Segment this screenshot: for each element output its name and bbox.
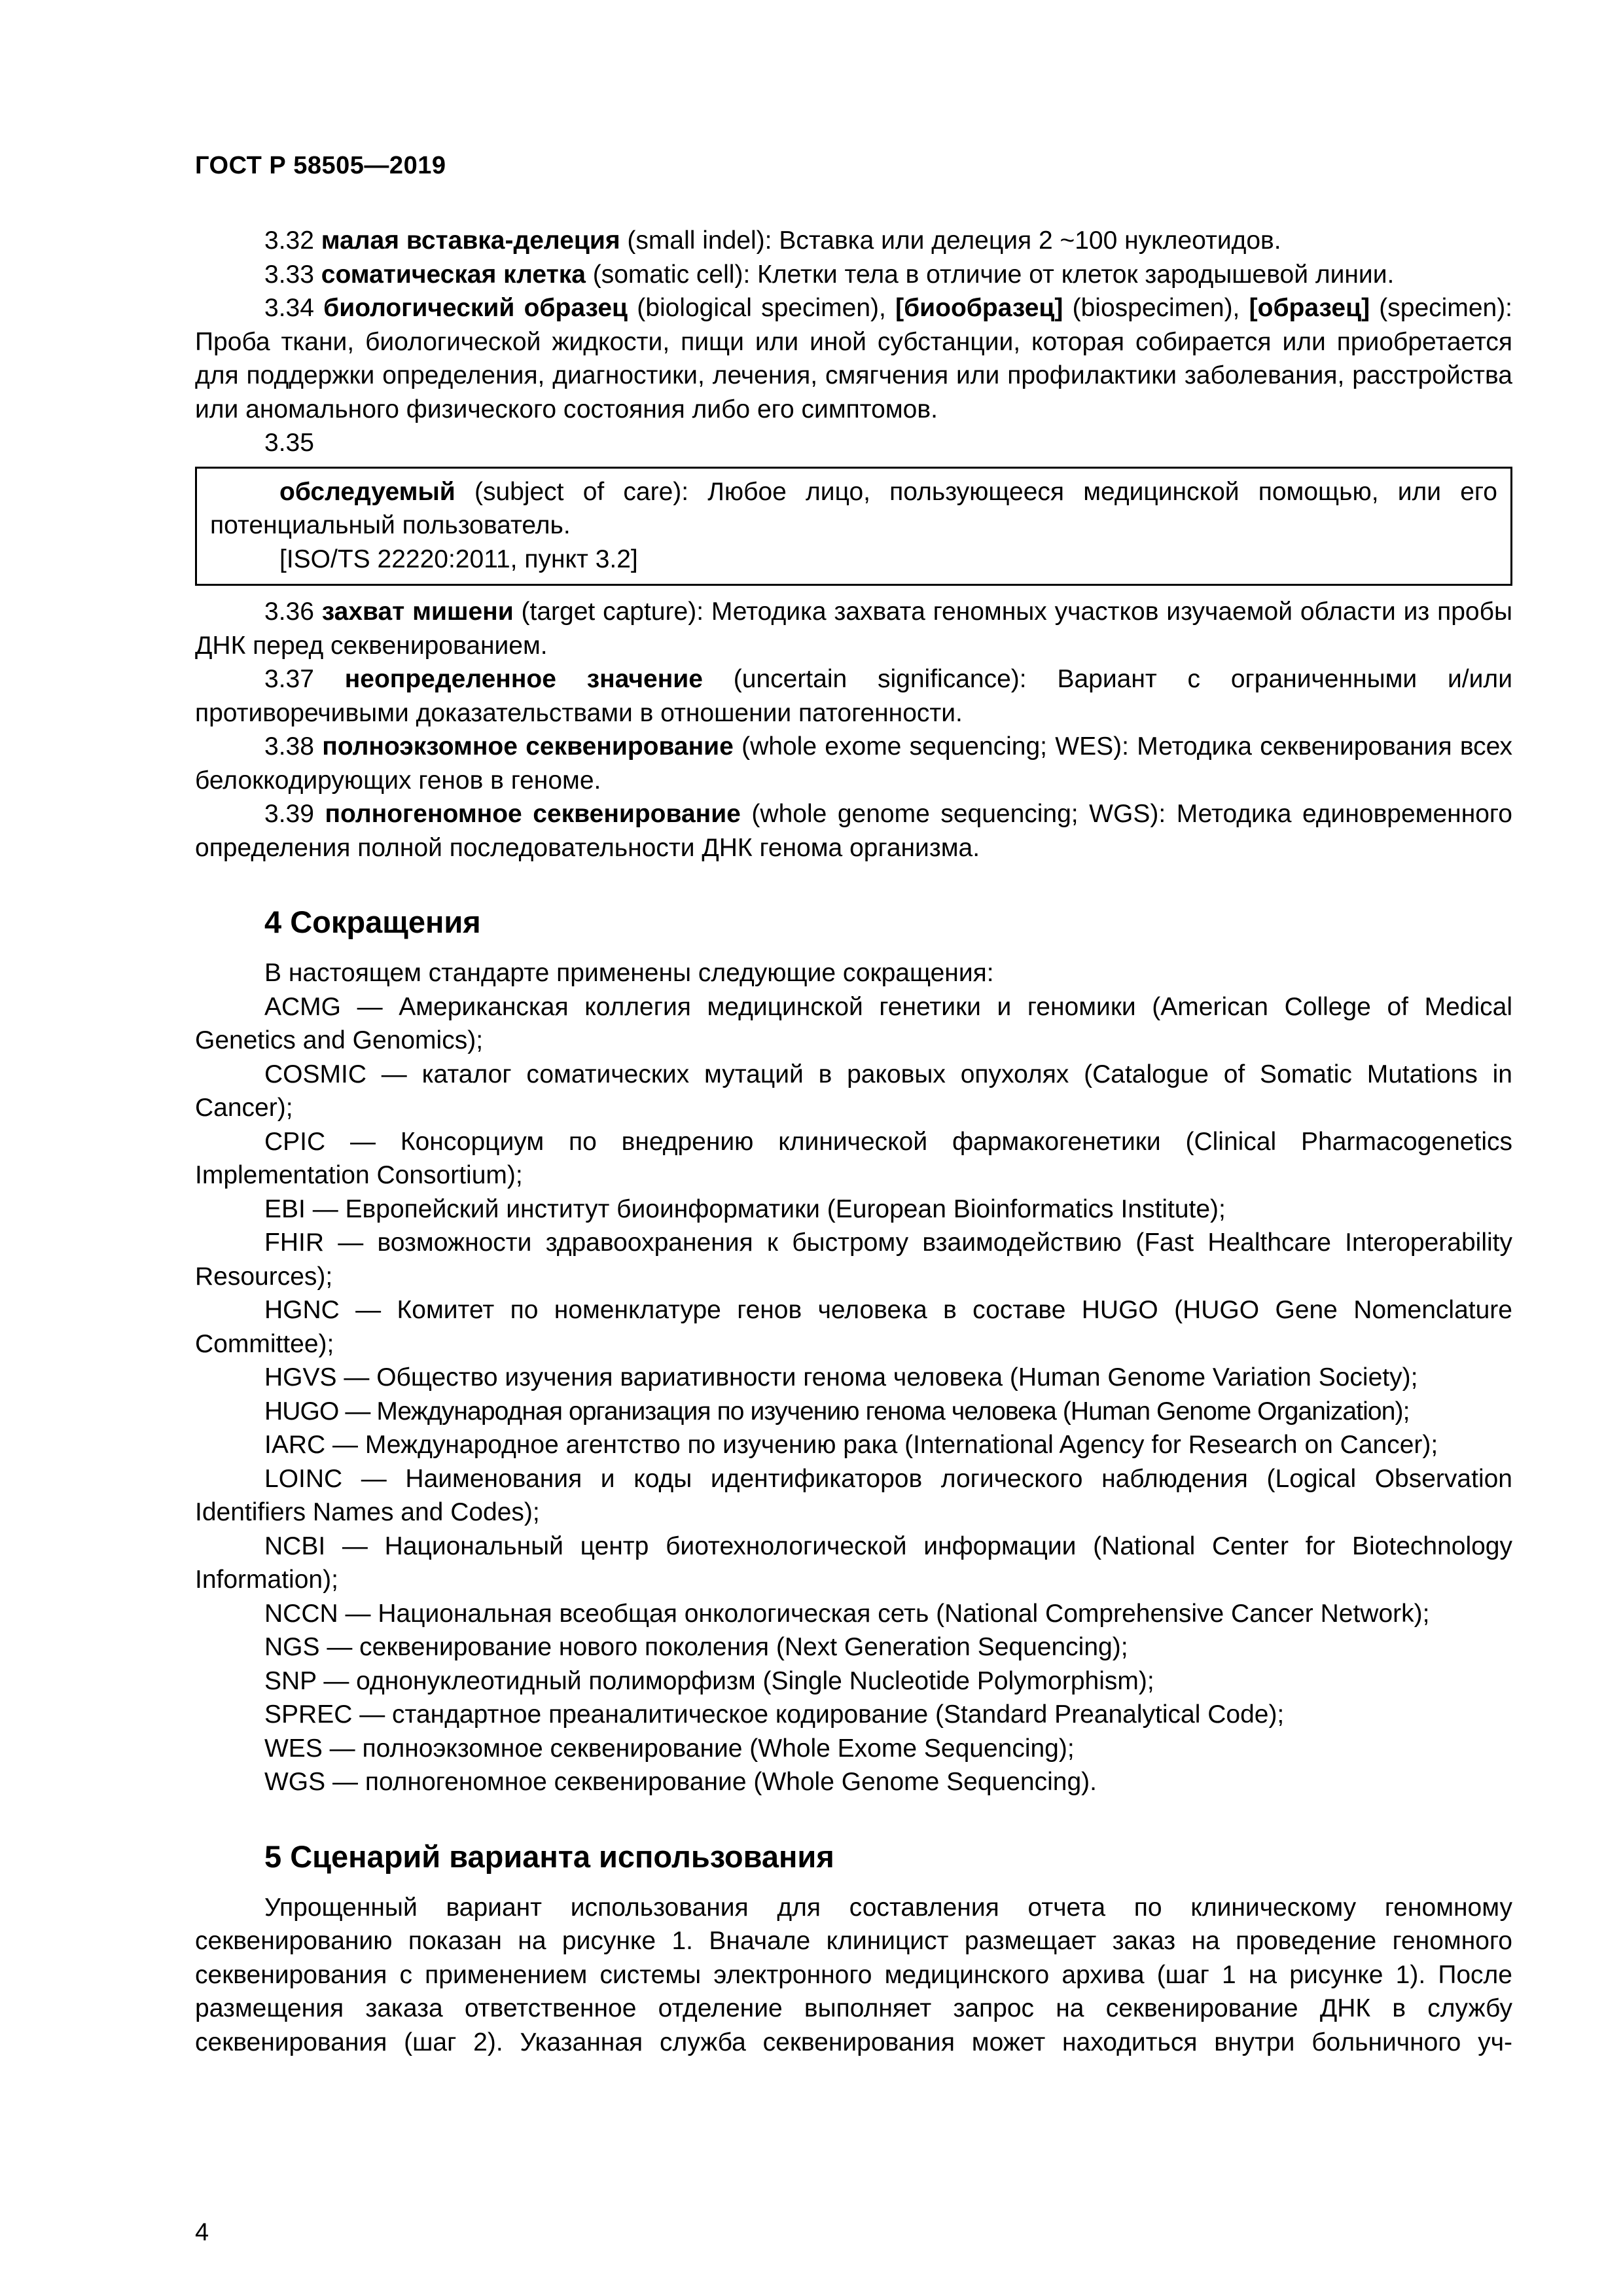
term-title: полногеномное секвенирование bbox=[325, 800, 741, 828]
term-title: соматическая клетка bbox=[321, 260, 586, 289]
document-body bbox=[195, 224, 1512, 2059]
term-definition: (whole exome sequencing; WES): Методика секвенирования всех белоккодирующих генов в геноме. bbox=[195, 732, 1512, 795]
boxed-term-text bbox=[210, 475, 1497, 543]
abbreviation-item: WGS — полногеномное секвенирование (Whole Genome Sequencing). bbox=[264, 1768, 1097, 1796]
term-definition: (subject of care): Любое лицо, пользующееся медицинской помощью, или его потенциальный пользователь. bbox=[210, 477, 1497, 539]
abbreviation-item: CPIC — Консорциум по внедрению клинической фармакогенетики (Clinical Pharmacogenetics Implementation Consortium); bbox=[195, 1127, 1512, 1189]
abbreviation-item: HGVS — Общество изучения вариативности генома человека (Human Genome Variation Society); bbox=[264, 1363, 1418, 1391]
abbreviation-item: SPREC — стандартное преаналитическое кодирование (Standard Preanalytical Code); bbox=[264, 1700, 1285, 1729]
term-definition: (small indel): Вставка или делеция 2 ~100 нуклеотидов. bbox=[620, 226, 1281, 255]
abbreviation-item: COSMIC — каталог соматических мутаций в раковых опухолях (Catalogue of Somatic Mutations in Cancer); bbox=[195, 1060, 1512, 1122]
page-number: 4 bbox=[195, 2219, 209, 2246]
term-3-34 bbox=[195, 291, 1512, 426]
term-number: 3.37 bbox=[264, 665, 314, 693]
term-title: малая вставка-делеция bbox=[321, 226, 620, 255]
section-5-paragraph: Упрощенный вариант использования для составления отчета по клиническому геномному секвенированию показан на рисунке 1. Вначале клиницист размещает заказ на проведение геномного секвенирования с применением системы электронного медицинского архива (шаг 1 на рисунке 1). После размещения заказа ответственное отделение выполняет запрос на секвенирование ДНК в службу секвенирования (шаг 2). Указанная служба секвенирования может находиться внутри больничного уч- bbox=[195, 1893, 1512, 2056]
term-definition: (uncertain significance): Вариант с ограниченными и/или противоречивыми доказательствами в отношении патогенности. bbox=[195, 665, 1512, 727]
abbreviation-item: HGNC — Комитет по номенклатуре генов человека в составе HUGO (HUGO Gene Nomenclature Committee); bbox=[195, 1296, 1512, 1358]
abbreviation-item: EBI — Европейский институт биоинформатики (European Bioinformatics Institute); bbox=[264, 1194, 1226, 1223]
abbreviation-item: WES — полноэкзомное секвенирование (Whole Exome Sequencing); bbox=[264, 1734, 1075, 1763]
term-number: 3.38 bbox=[264, 732, 314, 761]
boxed-term bbox=[195, 467, 1512, 586]
term-3-37 bbox=[195, 662, 1512, 730]
term-definition: (target capture): Методика захвата геномных участков изучаемой области из пробы ДНК перед секвенированием. bbox=[195, 598, 1512, 660]
abbreviation-item: IARC — Международное агентство по изучению рака (International Agency for Research on Cancer); bbox=[264, 1431, 1438, 1459]
term-synonym: [образец] bbox=[1249, 294, 1370, 322]
term-3-33 bbox=[195, 258, 1512, 292]
term-3-35-number bbox=[195, 426, 1512, 460]
term-title: захват мишени bbox=[321, 598, 514, 626]
term-synonym: [биообразец] bbox=[895, 294, 1063, 322]
term-definition: (somatic cell): Клетки тела в отличие от клеток зародышевой линии. bbox=[585, 260, 1395, 289]
term-title: биологический образец bbox=[323, 294, 628, 322]
term-number: 3.36 bbox=[264, 598, 314, 626]
abbreviation-item: LOINC — Наименования и коды идентификаторов логического наблюдения (Logical Observation Identifiers Names and Codes); bbox=[195, 1464, 1512, 1526]
term-title: полноэкзомное секвенирование bbox=[322, 732, 734, 761]
term-number: 3.34 bbox=[264, 294, 314, 322]
term-3-38 bbox=[195, 730, 1512, 797]
abbreviation-item: NCBI — Национальный центр биотехнологической информации (National Center for Biotechnology Information); bbox=[195, 1532, 1512, 1594]
section-4-heading: 4 Сокращения bbox=[264, 905, 481, 939]
term-number: 3.35 bbox=[264, 429, 314, 457]
document-header: ГОСТ Р 58505—2019 bbox=[195, 152, 446, 179]
term-title: обследуемый bbox=[279, 477, 455, 506]
term-title: неопределенное значение bbox=[344, 665, 703, 693]
term-number: 3.39 bbox=[264, 800, 314, 828]
term-3-32 bbox=[195, 224, 1512, 258]
term-definition: (specimen): Проба ткани, биологической жидкости, пищи или иной субстанции, которая собирается или приобретается для поддержки определения, диагностики, лечения, смягчения или профилактики заболевания, расстройства или аномального физического состояния либо его симптомов. bbox=[195, 294, 1513, 423]
boxed-term-source: [ISO/TS 22220:2011, пункт 3.2] bbox=[279, 545, 638, 573]
section-4-intro: В настоящем стандарте применены следующие сокращения: bbox=[264, 959, 994, 987]
abbreviation-item: ACMG — Американская коллегия медицинской генетики и геномики (American College of Medical Genetics and Genomics); bbox=[195, 992, 1512, 1054]
abbreviation-item: NGS — секвенирование нового поколения (Next Generation Sequencing); bbox=[264, 1633, 1128, 1661]
abbreviation-item: NCCN — Национальная всеобщая онкологическая сеть (National Comprehensive Cancer Network); bbox=[264, 1599, 1430, 1628]
abbreviation-item: FHIR — возможности здравоохранения к быстрому взаимодействию (Fast Healthcare Interoperability Resources); bbox=[195, 1229, 1512, 1291]
term-number: 3.33 bbox=[264, 260, 314, 289]
term-3-36 bbox=[195, 595, 1512, 662]
abbreviation-item: HUGO — Международная организация по изучению генома человека (Human Genome Organization); bbox=[264, 1397, 1410, 1426]
term-number: 3.32 bbox=[264, 226, 314, 255]
term-english: (biological specimen), bbox=[628, 294, 896, 322]
term-english: (biospecimen), bbox=[1063, 294, 1249, 322]
abbreviation-item: SNP — однонуклеотидный полиморфизм (Single Nucleotide Polymorphism); bbox=[264, 1666, 1154, 1695]
term-definition: (whole genome sequencing; WGS): Методика единовременного определения полной последовательности ДНК генома организма. bbox=[195, 800, 1512, 862]
section-5-heading: 5 Сценарий варианта использования bbox=[264, 1839, 834, 1874]
term-3-39 bbox=[195, 797, 1512, 865]
